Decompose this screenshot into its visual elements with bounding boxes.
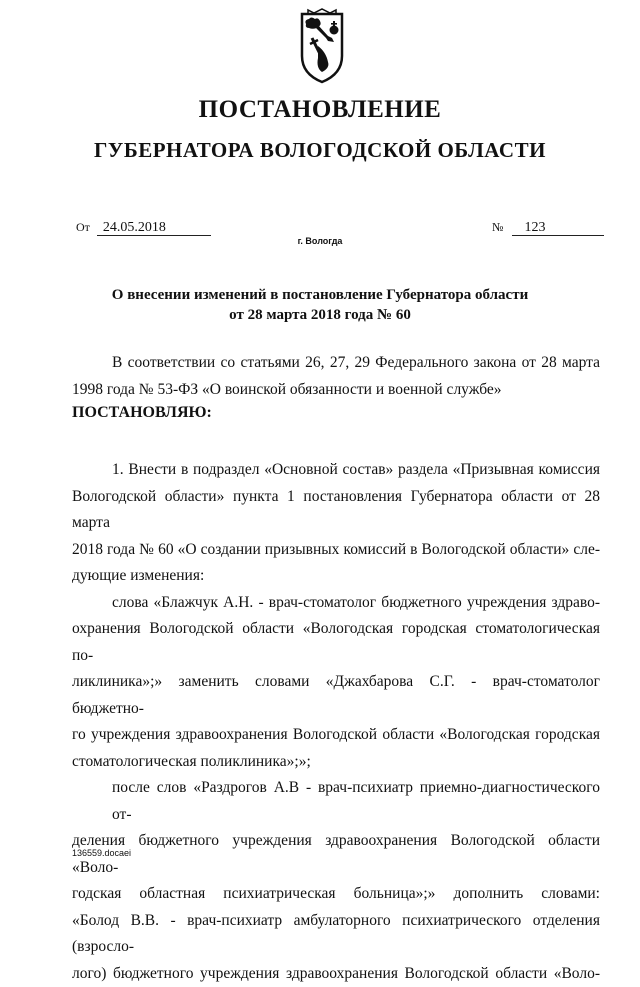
heading-line-2: от 28 марта 2018 года № 60 — [0, 305, 640, 325]
main-paragraph — [72, 457, 600, 987]
intro-paragraph — [72, 350, 600, 403]
number-label: № — [492, 220, 503, 234]
file-name: 136559.docaei — [72, 848, 131, 858]
resolve-word: ПОСТАНОВЛЯЮ: — [72, 404, 212, 422]
body-line: слова «Блажчук А.Н. - врач-стоматолог бюджетного учреждения здраво- — [72, 590, 600, 617]
city-name: г. Вологда — [0, 236, 640, 246]
intro-line: 1998 года № 53-ФЗ «О воинской обязанности и военной службе» — [72, 377, 600, 404]
heading-line-1: О внесении изменений в постановление Губернатора области — [0, 285, 640, 305]
body-line: ликлиника»;» заменить словами «Джахбарова С.Г. - врач-стоматолог бюджетно- — [72, 669, 600, 722]
number-value: 123 — [512, 221, 604, 236]
body-line: деления бюджетного учреждения здравоохранения Вологодской области «Воло- — [72, 828, 600, 881]
date-label: От — [76, 220, 90, 234]
intro-line: В соответствии со статьями 26, 27, 29 Федерального закона от 28 марта — [72, 350, 600, 377]
coat-of-arms-icon — [298, 8, 346, 88]
body-line: годская областная психиатрическая больница»;» дополнить словами: — [72, 881, 600, 908]
date-field — [76, 220, 211, 236]
body-line: 2018 года № 60 «О создании призывных комиссий в Вологодской области» сле- — [72, 537, 600, 564]
body-line: дующие изменения: — [72, 563, 600, 590]
number-field — [492, 220, 604, 236]
document-heading — [0, 285, 640, 325]
body-line: охранения Вологодской области «Вологодская городская стоматологическая по- — [72, 616, 600, 669]
body-line: го учреждения здравоохранения Вологодской области «Вологодская городская — [72, 722, 600, 749]
body-line: лого) бюджетного учреждения здравоохранения Вологодской области «Воло- — [72, 961, 600, 987]
body-line: 1. Внести в подраздел «Основной состав» раздела «Призывная комиссия — [72, 457, 600, 484]
body-line: после слов «Раздрогов А.В - врач-психиатр приемно-диагностического от- — [72, 775, 600, 828]
body-line: «Болод В.В. - врач-психиатр амбулаторного психиатрического отделения (взросло- — [72, 908, 600, 961]
body-line: стоматологическая поликлиника»;»; — [72, 749, 600, 776]
document-subtitle: ГУБЕРНАТОРА ВОЛОГОДСКОЙ ОБЛАСТИ — [0, 138, 640, 163]
document-title: ПОСТАНОВЛЕНИЕ — [0, 96, 640, 124]
body-line: Вологодской области» пункта 1 постановления Губернатора области от 28 марта — [72, 484, 600, 537]
date-value: 24.05.2018 — [97, 221, 211, 236]
